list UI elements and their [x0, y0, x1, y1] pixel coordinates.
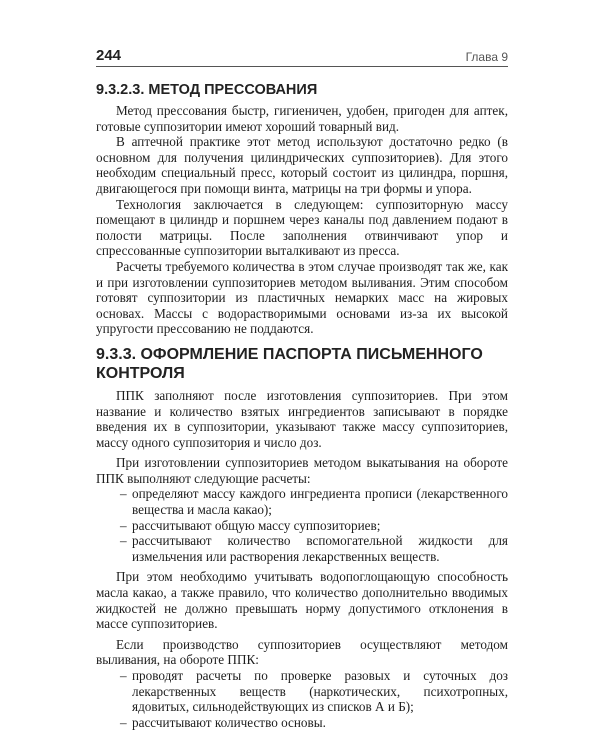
document-page: [96, 44, 508, 730]
paragraph: Если производство суппозиториев осуществляют методом выливания, на обороте ППК:: [96, 636, 508, 668]
calculation-list-pouring: [96, 668, 508, 730]
paragraph: При изготовлении суппозиториев методом выкатывания на обороте ППК выполняют следующие расчеты:: [96, 455, 508, 486]
paragraph: Технология заключается в следующем: суппозиторную массу помещают в цилиндр и поршнем через каналы под давлением подают в полости матрицы. После заполнения отвинчивают упор и спрессованные суппозитории выталкивают из пресса.: [96, 196, 508, 259]
page-number: 244: [96, 47, 122, 64]
dash-marker: –: [120, 517, 127, 533]
section-title-pressing: 9.3.2.3. МЕТОД ПРЕССОВАНИЯ: [96, 82, 318, 98]
list-item-text: рассчитывают количество основы.: [132, 714, 326, 730]
dash-marker: –: [120, 533, 127, 549]
list-item: [96, 518, 508, 534]
dash-marker: –: [120, 668, 127, 683]
chapter-label: Глава 9: [465, 50, 508, 64]
calculation-list-rolling: [96, 486, 508, 564]
dash-marker: –: [120, 486, 127, 502]
list-item-text: проводят расчеты по проверке разовых и суточных доз лекарственных веществ (наркотических, психотропных, ядовитых, сильнодействующих из списков А и Б);: [132, 668, 508, 715]
paragraph: Расчеты требуемого количества в этом случае производят так же, как и при изготовлении суппозиториев методом выливания. Этим способом готовят суппозитории из пластичных немарких масс на жировых основах. Массы с водорастворимыми основами из-за их высокой упругости прессованию не поддаются.: [96, 258, 508, 337]
paragraph: В аптечной практике этот метод используют достаточно редко (в основном для получения цилиндрических суппозиториев). Для этого необходим специальный пресс, который состоит из цилиндра, поршня, двигающегося при помощи винта, матрицы на три формы и упора.: [96, 134, 508, 196]
list-item: [96, 486, 508, 517]
list-item: [96, 668, 508, 715]
paragraph: Метод прессования быстр, гигиеничен, удобен, пригоден для аптек, готовые суппозитории имеют хороший товарный вид.: [96, 103, 508, 134]
paragraph: При этом необходимо учитывать водопоглощающую способность масла какао, а также правило, что количество дополнительно вводимых жидкостей не должно превышать норму допустимого отклонения в массе суппозиториев.: [96, 569, 508, 632]
list-item-text: определяют массу каждого ингредиента прописи (лекарственного вещества и масла какао);: [132, 486, 508, 518]
running-header: [96, 44, 508, 67]
section-title-passport: 9.3.3. ОФОРМЛЕНИЕ ПАСПОРТА ПИСЬМЕННОГО КОНТРОЛЯ: [96, 345, 483, 382]
paragraph: ППК заполняют после изготовления суппозиториев. При этом название и количество взятых ингредиентов записывают в порядке введения их в суппозитории, указывают также массу суппозиториев, массу одного суппозитория и число доз.: [96, 387, 508, 450]
list-item-text: рассчитывают количество вспомогательной жидкости для измельчения или растворения лекарственных веществ.: [132, 533, 508, 564]
list-item: [96, 715, 508, 731]
dash-marker: –: [120, 714, 127, 730]
list-item-text: рассчитывают общую массу суппозиториев;: [132, 517, 381, 533]
list-item: [96, 533, 508, 564]
